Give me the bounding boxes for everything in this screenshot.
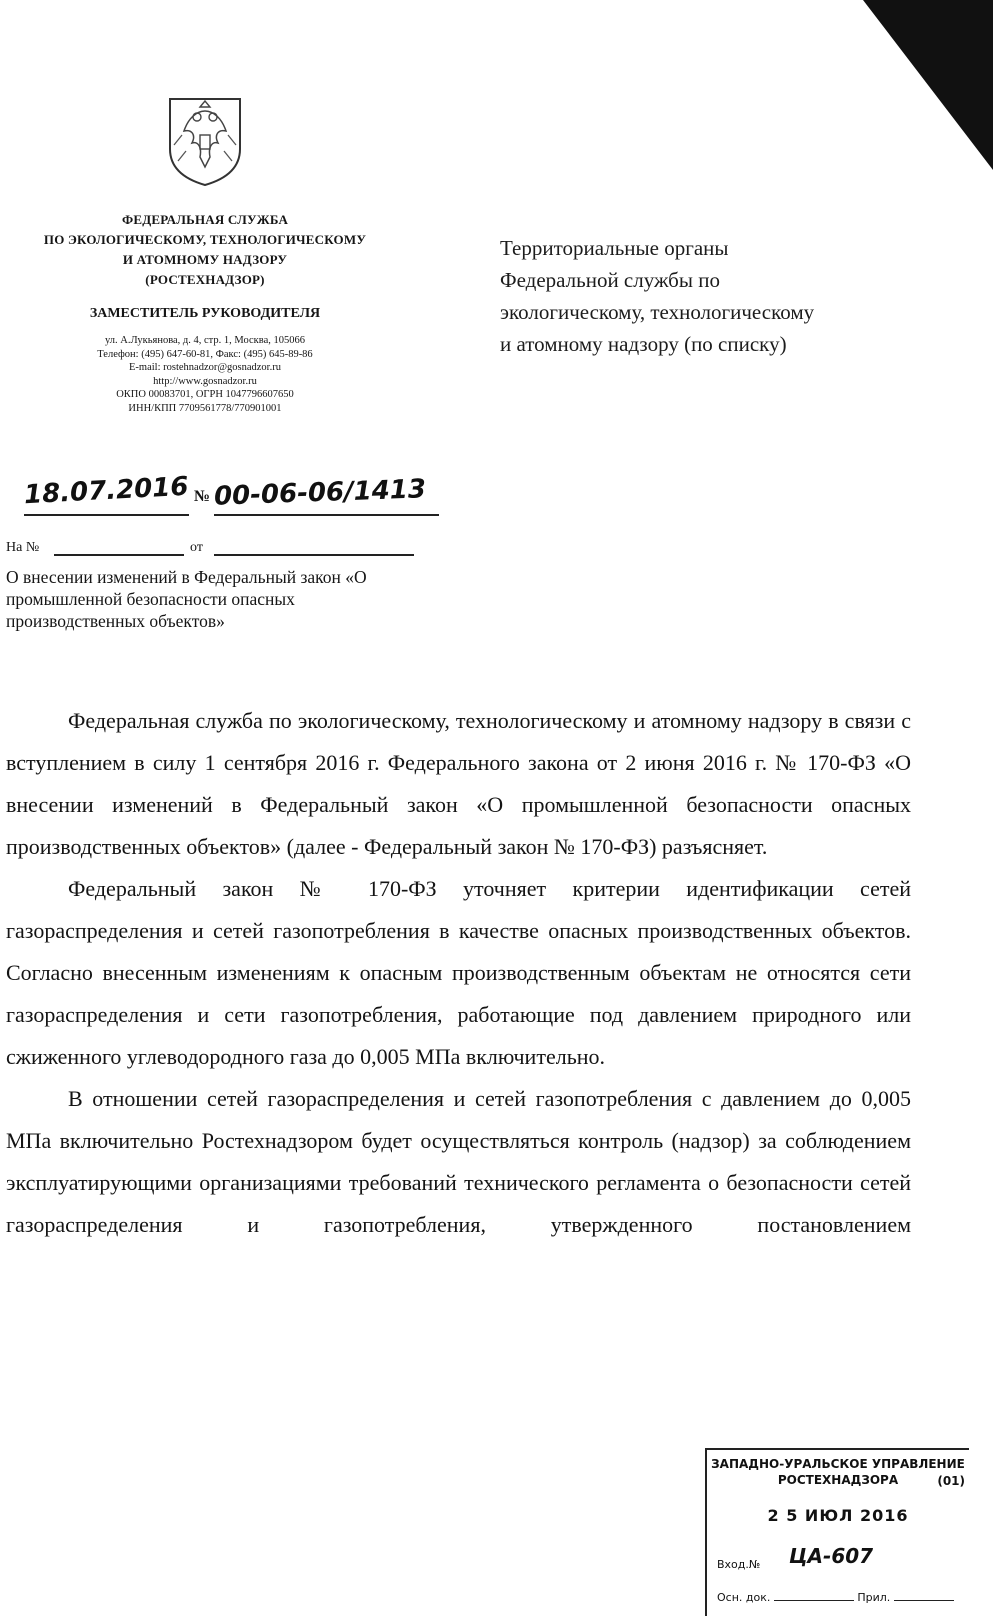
reference-prefix: На № <box>6 540 40 555</box>
agency-name-line: И АТОМНОМУ НАДЗОРУ <box>122 252 288 267</box>
agency-abbreviation: (РОСТЕХНАДЗОР) <box>145 272 265 287</box>
scan-corner-fold <box>863 0 993 170</box>
letter-body <box>6 700 911 1246</box>
addressee-line: экологическому, технологическому <box>500 300 815 324</box>
body-paragraph: В отношении сетей газораспределения и сетей газопотребления с давлением до 0,005 МПа включительно Ростехнадзором будет осуществляться контроль (надзор) за соблюдением эксплуатирующими организациями требований технического регламента о безопасности сетей газораспределения и газопотребления, утвержденного постановлением <box>6 1086 911 1237</box>
reference-from: от <box>190 540 203 555</box>
stamp-attach-underline <box>894 1590 954 1601</box>
date-underline <box>24 514 189 516</box>
addressee-line: и атомному надзору (по списку) <box>500 332 787 356</box>
handwritten-outgoing-number: 00-06-06/1413 <box>213 474 427 512</box>
stamp-date: 2 5 ИЮЛ 2016 <box>767 1506 909 1525</box>
sender-email: E-mail: rostehnadzor@gosnadzor.ru <box>129 362 281 373</box>
stamp-organization <box>707 1456 969 1488</box>
sender-inn-kpp: ИНН/КПП 7709561778/770901001 <box>128 402 282 414</box>
addressee-line: Федеральной службы по <box>500 268 720 292</box>
stamp-basis-row <box>717 1590 957 1604</box>
reference-number-underline <box>54 554 184 556</box>
handwritten-date: 18.07.2016 <box>23 471 190 511</box>
sender-position: ЗАМЕСТИТЕЛЬ РУКОВОДИТЕЛЯ <box>89 306 321 321</box>
stamp-code: (01) <box>937 1474 965 1488</box>
registration-line <box>24 470 444 530</box>
sender-okpo-ogrn: ОКПО 00083701, ОГРН 1047796607650 <box>116 389 294 400</box>
number-sign: № <box>194 488 211 505</box>
addressee-block <box>500 232 950 360</box>
stamp-attach-label: Прил. <box>857 1591 891 1604</box>
reference-date-underline <box>214 554 414 556</box>
body-paragraph: Федеральный закон № 170-ФЗ уточняет критерии идентификации сетей газораспределения и сетей газопотребления в качестве опасных производственных объектов. Согласно внесенным изменениям к опасным производственным объектам не относятся сети газораспределения и сети газопотребления, работающие под давлением природного или сжиженного углеводородного газа до 0,005 МПа включительно. <box>6 876 911 1069</box>
sender-address: ул. А.Лукьянова, д. 4, стр. 1, Москва, 105066 <box>105 335 305 346</box>
stamp-org-line: ЗАПАДНО-УРАЛЬСКОЕ УПРАВЛЕНИЕ <box>711 1457 965 1471</box>
stamp-basis-label: Осн. док. <box>717 1591 771 1604</box>
stamp-org-line: РОСТЕХНАДЗОРА <box>777 1473 899 1487</box>
sender-block <box>10 210 400 415</box>
addressee-line: Территориальные органы <box>500 236 729 260</box>
stamp-basis-underline <box>774 1590 854 1601</box>
stamp-incoming-number: ЦА-607 <box>789 1544 874 1568</box>
agency-name-line: ФЕДЕРАЛЬНАЯ СЛУЖБА <box>121 212 289 227</box>
sender-website: http://www.gosnadzor.ru <box>153 375 257 387</box>
number-underline <box>214 514 439 516</box>
agency-name-line: ПО ЭКОЛОГИЧЕСКОМУ, ТЕХНОЛОГИЧЕСКОМУ <box>43 232 367 247</box>
stamp-incoming-label: Вход.№ <box>717 1558 761 1571</box>
body-paragraph: Федеральная служба по экологическому, технологическому и атомному надзору в связи с вступлением в силу 1 сентября 2016 г. Федерального закона от 2 июня 2016 г. № 170-ФЗ «О внесении изменений в Федеральный закон «О промышленной безопасности опасных производственных объектов» (далее - Федеральный закон № 170-ФЗ) разъясняет. <box>6 708 911 859</box>
letter-subject: О внесении изменений в Федеральный закон «О промышленной безопасности опасных производственных объектов» <box>6 567 367 631</box>
coat-of-arms-emblem-icon <box>162 95 248 187</box>
incoming-registration-stamp <box>705 1448 969 1616</box>
sender-phone: Телефон: (495) 647-60-81, Факс: (495) 645-89-86 <box>97 348 313 360</box>
